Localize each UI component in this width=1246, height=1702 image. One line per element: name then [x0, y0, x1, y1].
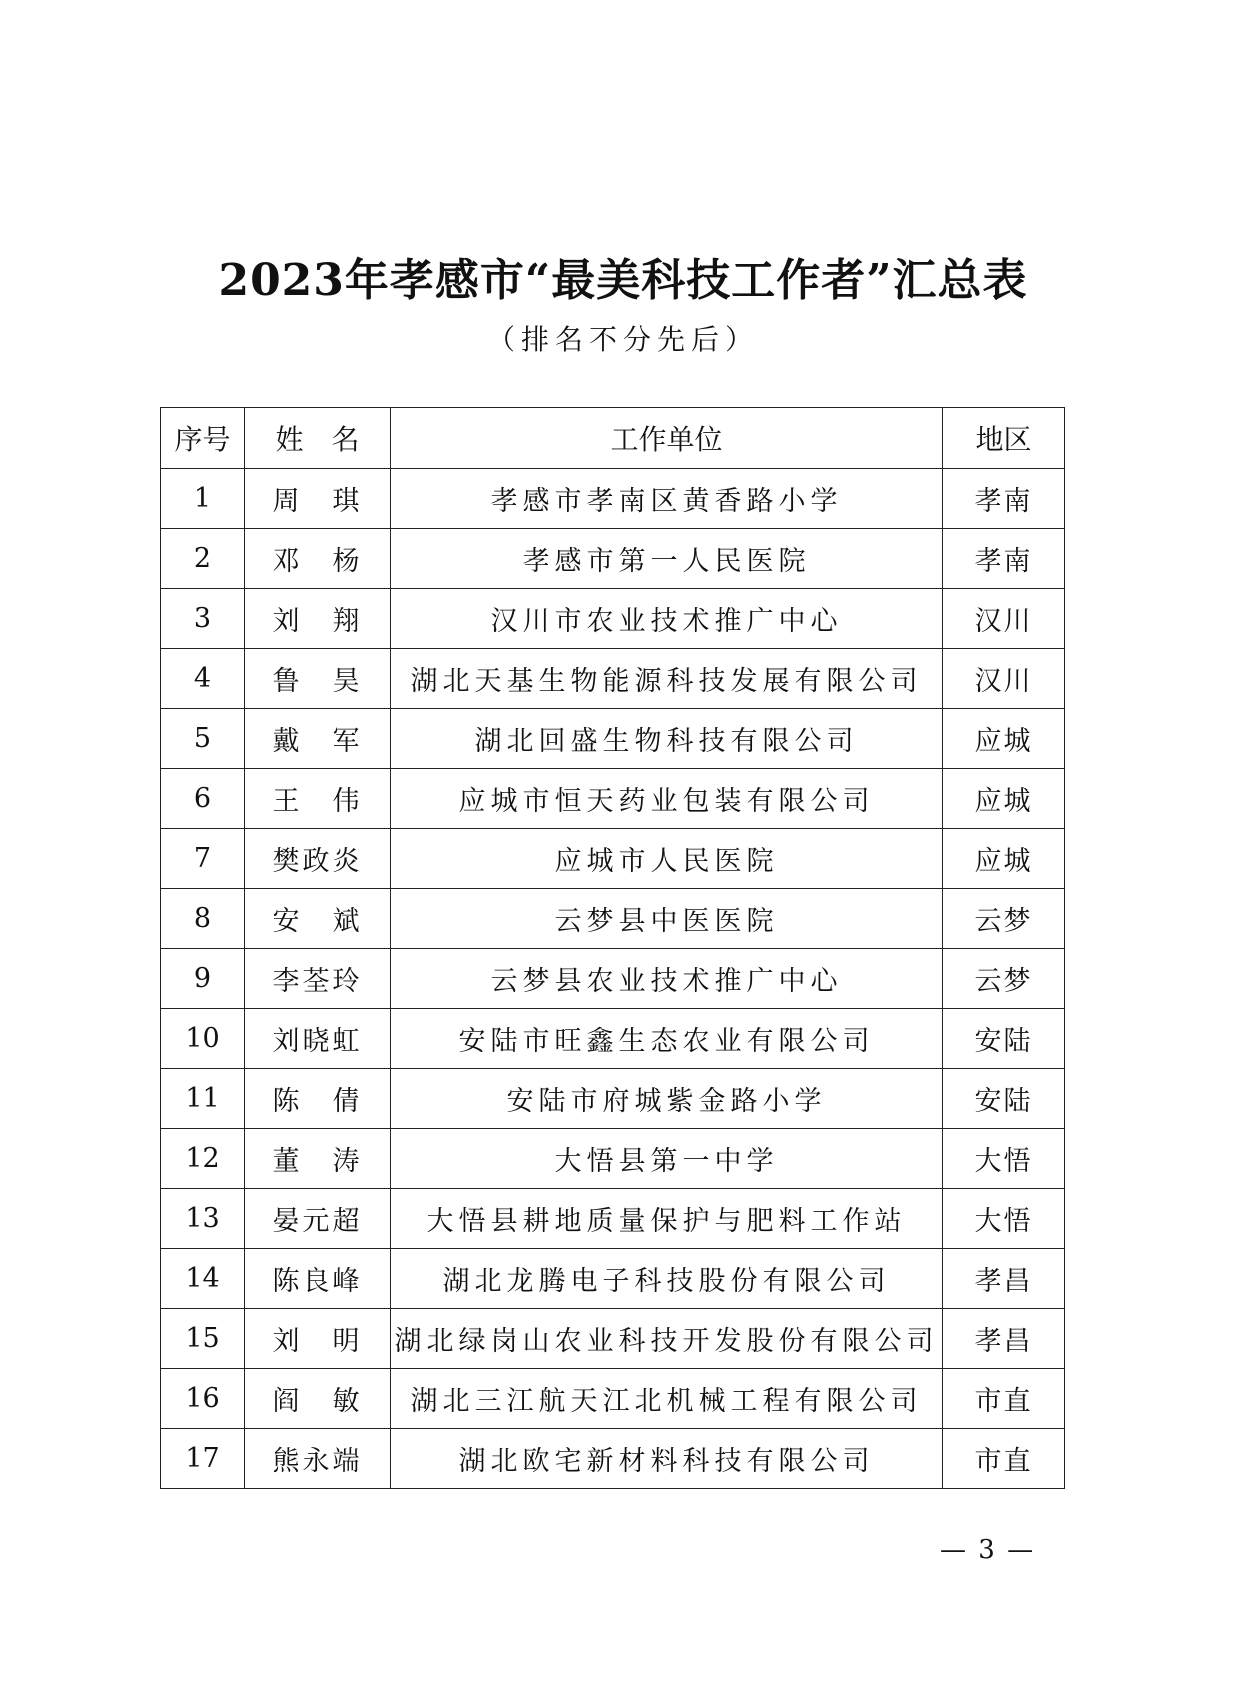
serial-number-cell: 17 — [161, 1429, 245, 1489]
serial-number-cell: 5 — [161, 709, 245, 769]
work-unit-cell: 云梦县农业技术推广中心 — [391, 949, 943, 1009]
name-cell: 晏元超 — [245, 1189, 391, 1249]
serial-number-cell: 2 — [161, 529, 245, 589]
name-cell: 阎 敏 — [245, 1369, 391, 1429]
serial-number-cell: 3 — [161, 589, 245, 649]
table-row — [161, 1009, 1065, 1069]
region-cell: 市直 — [943, 1369, 1065, 1429]
work-unit-cell: 孝感市孝南区黄香路小学 — [391, 469, 943, 529]
work-unit-cell: 安陆市府城紫金路小学 — [391, 1069, 943, 1129]
work-unit-cell: 孝感市第一人民医院 — [391, 529, 943, 589]
region-cell: 云梦 — [943, 889, 1065, 949]
table-row — [161, 1369, 1065, 1429]
work-unit-cell: 湖北绿岗山农业科技开发股份有限公司 — [391, 1309, 943, 1369]
serial-number-cell: 7 — [161, 829, 245, 889]
table-row — [161, 1429, 1065, 1489]
work-unit-cell: 大悟县第一中学 — [391, 1129, 943, 1189]
serial-number-cell: 6 — [161, 769, 245, 829]
work-unit-cell: 应城市恒天药业包装有限公司 — [391, 769, 943, 829]
region-cell: 汉川 — [943, 589, 1065, 649]
table-row — [161, 1249, 1065, 1309]
header-work-unit: 工作单位 — [391, 408, 943, 469]
table-row — [161, 889, 1065, 949]
region-cell: 汉川 — [943, 649, 1065, 709]
table-row — [161, 1189, 1065, 1249]
table-row — [161, 949, 1065, 1009]
serial-number-cell: 1 — [161, 469, 245, 529]
name-cell: 周 琪 — [245, 469, 391, 529]
table-row — [161, 469, 1065, 529]
name-cell: 邓 杨 — [245, 529, 391, 589]
header-name: 姓 名 — [245, 408, 391, 469]
work-unit-cell: 湖北天基生物能源科技发展有限公司 — [391, 649, 943, 709]
name-cell: 董 涛 — [245, 1129, 391, 1189]
table-row — [161, 1069, 1065, 1129]
serial-number-cell: 8 — [161, 889, 245, 949]
region-cell: 孝昌 — [943, 1249, 1065, 1309]
work-unit-cell: 汉川市农业技术推广中心 — [391, 589, 943, 649]
header-serial-number: 序号 — [161, 408, 245, 469]
region-cell: 应城 — [943, 769, 1065, 829]
table-header-row — [161, 408, 1065, 469]
name-cell: 刘 明 — [245, 1309, 391, 1369]
serial-number-cell: 4 — [161, 649, 245, 709]
name-cell: 安 斌 — [245, 889, 391, 949]
work-unit-cell: 湖北回盛生物科技有限公司 — [391, 709, 943, 769]
region-cell: 大悟 — [943, 1189, 1065, 1249]
work-unit-cell: 湖北龙腾电子科技股份有限公司 — [391, 1249, 943, 1309]
region-cell: 应城 — [943, 709, 1065, 769]
name-cell: 刘 翔 — [245, 589, 391, 649]
name-cell: 樊政炎 — [245, 829, 391, 889]
table-row — [161, 1309, 1065, 1369]
work-unit-cell: 应城市人民医院 — [391, 829, 943, 889]
name-cell: 王 伟 — [245, 769, 391, 829]
work-unit-cell: 大悟县耕地质量保护与肥料工作站 — [391, 1189, 943, 1249]
page-number: — 3 — — [940, 1535, 1036, 1565]
serial-number-cell: 9 — [161, 949, 245, 1009]
serial-number-cell: 11 — [161, 1069, 245, 1129]
serial-number-cell: 15 — [161, 1309, 245, 1369]
region-cell: 孝南 — [943, 469, 1065, 529]
name-cell: 戴 军 — [245, 709, 391, 769]
serial-number-cell: 12 — [161, 1129, 245, 1189]
work-unit-cell: 云梦县中医医院 — [391, 889, 943, 949]
document-subtitle: （排名不分先后） — [486, 323, 759, 356]
region-cell: 大悟 — [943, 1129, 1065, 1189]
region-cell: 安陆 — [943, 1069, 1065, 1129]
table-row — [161, 649, 1065, 709]
table-row — [161, 589, 1065, 649]
work-unit-cell: 湖北三江航天江北机械工程有限公司 — [391, 1369, 943, 1429]
work-unit-cell: 安陆市旺鑫生态农业有限公司 — [391, 1009, 943, 1069]
region-cell: 孝昌 — [943, 1309, 1065, 1369]
name-cell: 李荃玲 — [245, 949, 391, 1009]
work-unit-cell: 湖北欧宅新材料科技有限公司 — [391, 1429, 943, 1489]
region-cell: 市直 — [943, 1429, 1065, 1489]
table-row — [161, 529, 1065, 589]
table-row — [161, 829, 1065, 889]
serial-number-cell: 14 — [161, 1249, 245, 1309]
region-cell: 孝南 — [943, 529, 1065, 589]
table-row — [161, 709, 1065, 769]
serial-number-cell: 16 — [161, 1369, 245, 1429]
name-cell: 陈 倩 — [245, 1069, 391, 1129]
header-region: 地区 — [943, 408, 1065, 469]
name-cell: 鲁 昊 — [245, 649, 391, 709]
document-title: 2023年孝感市“最美科技工作者”汇总表 — [218, 255, 1028, 306]
table-body — [161, 469, 1065, 1489]
name-cell: 刘晓虹 — [245, 1009, 391, 1069]
region-cell: 云梦 — [943, 949, 1065, 1009]
serial-number-cell: 13 — [161, 1189, 245, 1249]
table-row — [161, 1129, 1065, 1189]
name-cell: 熊永端 — [245, 1429, 391, 1489]
summary-table — [160, 407, 1065, 1489]
serial-number-cell: 10 — [161, 1009, 245, 1069]
name-cell: 陈良峰 — [245, 1249, 391, 1309]
region-cell: 安陆 — [943, 1009, 1065, 1069]
region-cell: 应城 — [943, 829, 1065, 889]
table-row — [161, 769, 1065, 829]
